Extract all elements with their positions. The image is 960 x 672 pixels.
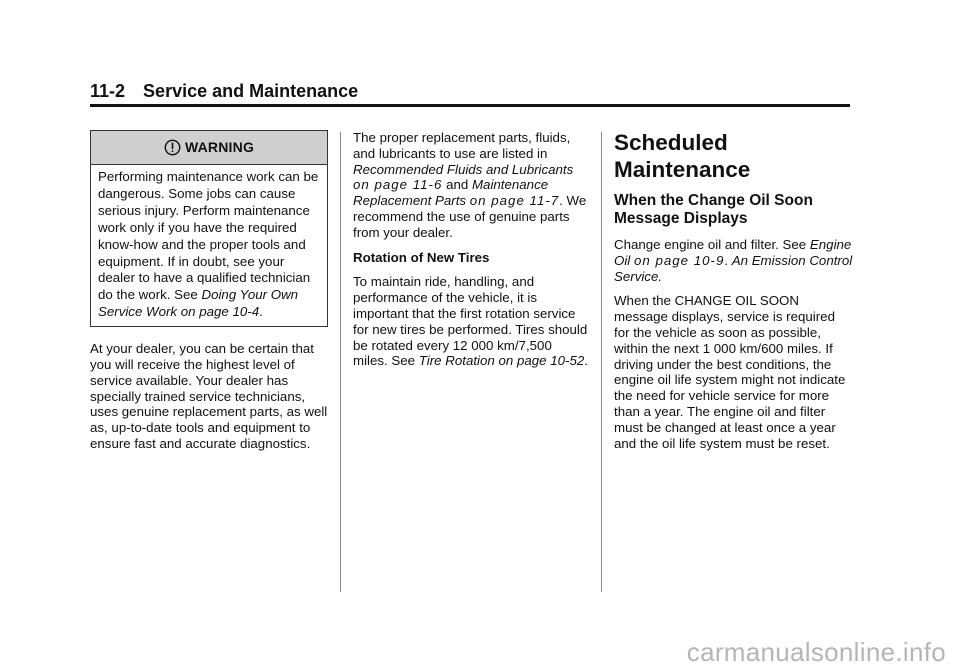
tire-rotation-paragraph: To maintain ride, handling, and performance of the vehicle, it is important that the first rotation service for new tires be performed. Tires should be rotated every 12 000 km/7,500 miles. See Tire Rotation on page 10-52. xyxy=(353,274,588,369)
parts-link[interactable]: Maintenance Replacement Parts on page 11-7 xyxy=(353,177,560,209)
warning-box xyxy=(90,130,328,327)
header-rule xyxy=(90,104,850,107)
page-number: 11-2 xyxy=(90,81,126,101)
warning-text: Performing maintenance work can be dangerous. Some jobs can cause serious injury. Perform maintenance work only if you have the required know-how and the proper tools and equipment. If in doubt, see your dealer to have a qualified technician do the work. See Doing Your Own Service Work on page 10-4. xyxy=(98,169,319,320)
engine-oil-link[interactable]: Engine Oil on page 10-9 xyxy=(614,237,852,268)
oil-soon-paragraph: When the CHANGE OIL SOON message displays, service is required for the vehicle as soon as possible, within the next 1 000 km/600 miles. If driving under the best conditions, the engine oil life system might not indicate the need for vehicle service for more than a year. The engine oil and filter must be changed at least once a year and the oil life system must be reset. xyxy=(614,293,846,451)
column-divider-1 xyxy=(340,132,341,592)
tire-rotation-subhead: Rotation of New Tires xyxy=(353,249,490,265)
warning-icon xyxy=(164,139,181,156)
tire-rotation-link[interactable]: Tire Rotation on page 10-52 xyxy=(418,353,585,369)
section-heading: Scheduled Maintenance xyxy=(614,130,751,182)
warning-label: WARNING xyxy=(184,138,255,155)
emission-link[interactable]: An Emission Control Service. xyxy=(614,252,853,284)
section-title: Service and Maintenance xyxy=(143,81,359,101)
watermark: carmanualsonline.info xyxy=(686,637,946,667)
warning-header xyxy=(91,131,327,165)
page-header xyxy=(90,81,358,102)
fluids-link[interactable]: Recommended Fluids and Lubricants on page 11-6 xyxy=(353,161,574,193)
column-divider-2 xyxy=(601,132,602,592)
replacement-parts-paragraph: The proper replacement parts, fluids, and lubricants to use are listed in Recommended Fluids and Lubricants on page 11-6 and Maintenance Replacement Parts on page 11-7. We recommend the use of genuine parts from your dealer. xyxy=(353,130,587,240)
change-oil-paragraph: Change engine oil and filter. See Engine Oil on page 10-9. An Emission Control Service. xyxy=(614,237,853,284)
column-3 xyxy=(614,130,854,460)
subsection-heading: When the Change Oil Soon Message Displays xyxy=(614,192,813,227)
column-1 xyxy=(90,130,328,461)
dealer-paragraph: At your dealer, you can be certain that you will receive the highest level of service available. Your dealer has specially trained service technicians, uses genuine replacement parts, as well as, up-to-date tools and equipment to ensure fast and accurate diagnostics. xyxy=(90,341,328,451)
warning-link[interactable]: Doing Your Own Service Work on page 10-4 xyxy=(98,287,299,320)
column-2 xyxy=(353,130,589,378)
